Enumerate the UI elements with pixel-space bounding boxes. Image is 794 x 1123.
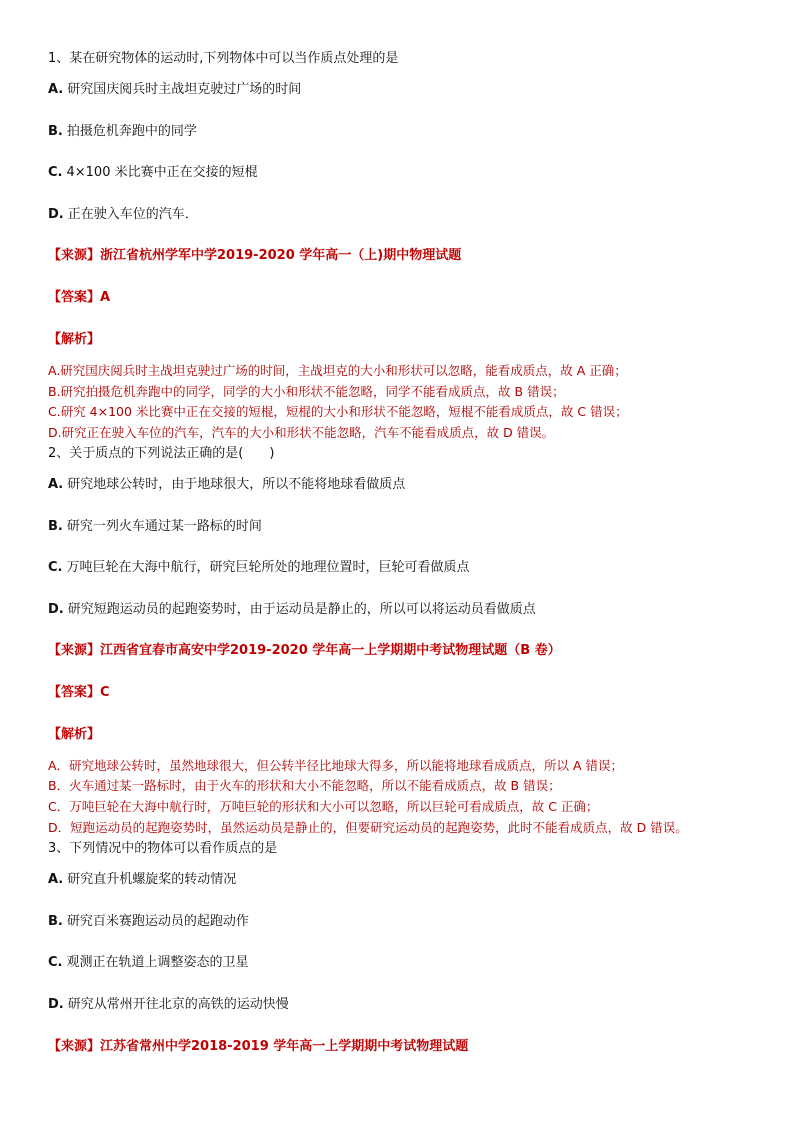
question-2-option-d (48, 602, 536, 618)
option-text: 研究短跑运动员的起跑姿势时，由于运动员是静止的，所以可以将运动员看做质点 (67, 602, 536, 617)
option-text: 正在驶入车位的汽车． (67, 207, 198, 222)
question-1-analysis-line: D.研究正在驶入车位的汽车，汽车的大小和形状不能忽略，汽车不能看成质点，故 D 错误。 (48, 425, 555, 440)
question-2-stem: 2、关于质点的下列说法正确的是( ) (48, 446, 275, 461)
option-letter: D. (48, 602, 64, 617)
question-2-option-b (48, 519, 262, 535)
option-letter: A. (48, 872, 64, 887)
question-1-source: 【来源】浙江省杭州学军中学2019-2020 学年高一（上)期中物理试题 (48, 248, 462, 263)
question-3-source: 【来源】江苏省常州中学2018-2019 学年高一上学期期中考试物理试题 (48, 1039, 469, 1054)
option-letter: B. (48, 914, 63, 929)
option-text: 研究直升机螺旋桨的转动情况 (67, 872, 237, 887)
option-letter: B. (48, 519, 63, 534)
option-text: 研究一列火车通过某一路标的时间 (66, 519, 262, 534)
option-letter: A. (48, 82, 64, 97)
question-3-option-a (48, 872, 236, 888)
question-3-option-b (48, 914, 249, 930)
question-2-analysis-label: 【解析】 (48, 727, 101, 742)
option-letter: C. (48, 560, 63, 575)
option-letter: A. (48, 477, 64, 492)
question-2-analysis-line: A．研究地球公转时，虽然地球很大，但公转半径比地球大得多，所以能将地球看成质点，所以 A 错误； (48, 758, 624, 773)
option-letter: D. (48, 207, 64, 222)
question-2-analysis-line: D．短跑运动员的起跑姿势时，虽然运动员是静止的，但要研究运动员的起跑姿势，此时不能看成质点，故 D 错误。 (48, 820, 688, 835)
question-1-analysis-line: C.研究 4×100 米比赛中正在交接的短棍，短棍的大小和形状不能忽略，短棍不能看成质点，故 C 错误； (48, 404, 628, 419)
question-1-stem: 1、某在研究物体的运动时,下列物体中可以当作质点处理的是 (48, 51, 399, 66)
option-letter: C. (48, 955, 63, 970)
question-2-answer: 【答案】C (48, 685, 110, 700)
question-3-option-d (48, 997, 289, 1013)
option-text: 研究国庆阅兵时主战坦克驶过广场的时间 (67, 82, 302, 97)
question-1-option-b (48, 124, 197, 140)
option-text: 研究从常州开往北京的高铁的运动快慢 (67, 997, 289, 1012)
option-letter: D. (48, 997, 64, 1012)
question-1-option-a (48, 82, 301, 98)
option-text: 4×100 米比赛中正在交接的短棍 (66, 165, 258, 180)
question-2-source: 【来源】江西省宜春市高安中学2019-2020 学年高一上学期期中考试物理试题（B 卷） (48, 643, 561, 658)
option-letter: B. (48, 124, 63, 139)
option-letter: C. (48, 165, 63, 180)
question-1-analysis-line: B.研究拍摄危机奔跑中的同学，同学的大小和形状不能忽略，同学不能看成质点，故 B 错误； (48, 384, 565, 399)
question-1-analysis-label: 【解析】 (48, 332, 101, 347)
question-1-option-d (48, 207, 198, 223)
option-text: 拍摄危机奔跑中的同学 (66, 124, 197, 139)
option-text: 观测正在轨道上调整姿态的卫星 (66, 955, 249, 970)
question-1-option-c (48, 165, 258, 181)
question-3-stem: 3、下列情况中的物体可以看作质点的是 (48, 841, 278, 856)
option-text: 万吨巨轮在大海中航行，研究巨轮所处的地理位置时，巨轮可看做质点 (66, 560, 470, 575)
option-text: 研究百米赛跑运动员的起跑动作 (66, 914, 249, 929)
question-3-option-c (48, 955, 249, 971)
question-2-option-c (48, 560, 470, 576)
question-2-analysis-line: B．火车通过某一路标时，由于火车的形状和大小不能忽略，所以不能看成质点，故 B 错误； (48, 778, 561, 793)
question-1-analysis-line: A.研究国庆阅兵时主战坦克驶过广场的时间，主战坦克的大小和形状可以忽略，能看成质点，故 A 正确； (48, 363, 627, 378)
option-text: 研究地球公转时，由于地球很大，所以不能将地球看做质点 (67, 477, 406, 492)
question-1-answer: 【答案】A (48, 290, 111, 305)
question-2-analysis-line: C．万吨巨轮在大海中航行时，万吨巨轮的形状和大小可以忽略，所以巨轮可看成质点，故 C 正确； (48, 799, 599, 814)
question-2-option-a (48, 477, 405, 493)
